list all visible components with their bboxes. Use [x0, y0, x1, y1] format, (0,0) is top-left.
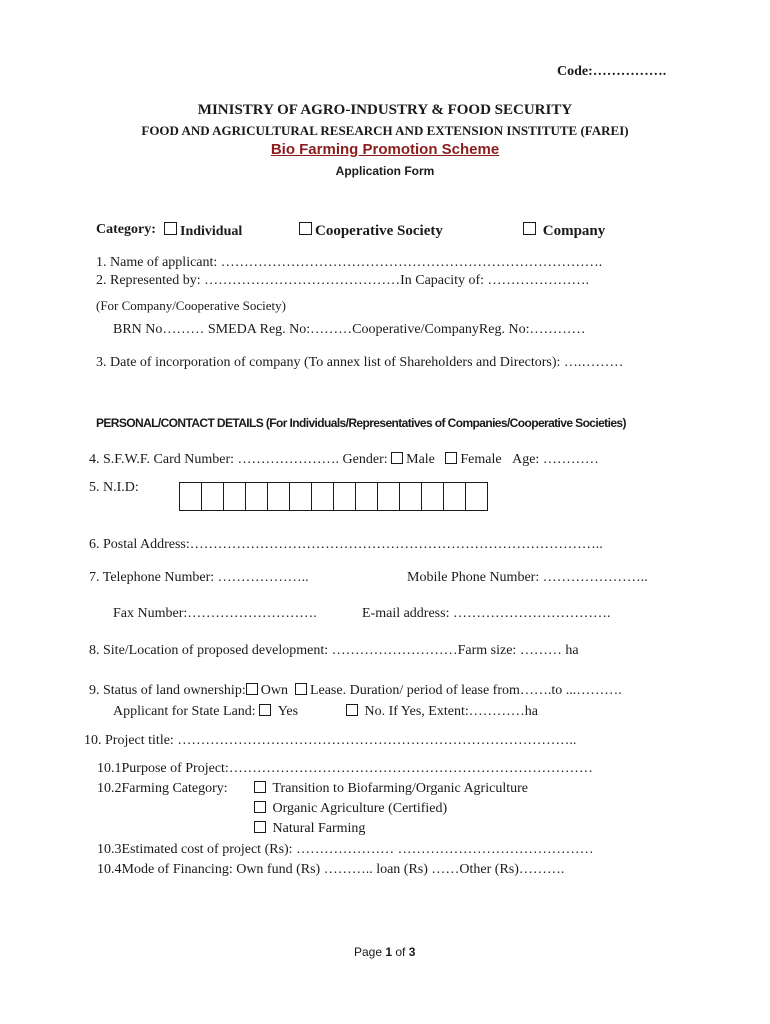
personal-heading: PERSONAL/CONTACT DETAILS (For Individuals/Representatives of Companies/Cooperative Societies)	[96, 416, 626, 430]
project-purpose-field[interactable]: 10.1Purpose of Project:……………………………………………………………………	[97, 761, 593, 776]
email-field[interactable]: E-mail address: …………………………….	[362, 606, 611, 621]
no-extent-row	[346, 704, 538, 720]
individual-label: Individual	[180, 224, 243, 239]
land-ownership-row	[89, 683, 622, 699]
category-cooperative[interactable]	[299, 222, 443, 240]
female-checkbox[interactable]	[445, 452, 457, 464]
institute-title: FOOD AND AGRICULTURAL RESEARCH AND EXTENSION INSTITUTE (FAREI)	[141, 123, 629, 138]
nid-digit-box[interactable]	[289, 482, 312, 511]
own-checkbox[interactable]	[246, 683, 258, 695]
lease-checkbox[interactable]	[295, 683, 307, 695]
ministry-title: MINISTRY OF AGRO-INDUSTRY & FOOD SECURITY	[197, 102, 573, 118]
own-label: Own	[260, 683, 288, 698]
nid-digit-box[interactable]	[201, 482, 224, 511]
no-extent-field[interactable]: No. If Yes, Extent:…………ha	[364, 704, 538, 719]
form-title: Application Form	[335, 164, 435, 178]
card-number-field[interactable]: 4. S.F.W.F. Card Number: …………………. Gender:	[89, 452, 388, 467]
card-gender-row	[89, 452, 599, 468]
male-label: Male	[406, 452, 435, 467]
natural-checkbox[interactable]	[254, 821, 266, 833]
code-field: Code:…………….	[557, 64, 667, 79]
yes-checkbox[interactable]	[259, 704, 271, 716]
telephone-field[interactable]: 7. Telephone Number: ………………..	[89, 570, 309, 585]
state-land-row	[113, 704, 298, 720]
farming-option-natural[interactable]	[254, 821, 365, 837]
farming-option-transition[interactable]	[254, 781, 528, 797]
company-note: (For Company/Cooperative Society)	[96, 298, 286, 313]
project-title-field[interactable]: 10. Project title: …………………………………………………………………………..	[84, 733, 577, 748]
age-field[interactable]: Age: …………	[512, 452, 599, 467]
nid-digit-box[interactable]	[223, 482, 246, 511]
company-label: Company	[542, 223, 606, 239]
cooperative-checkbox[interactable]	[299, 222, 312, 235]
individual-checkbox[interactable]	[164, 222, 177, 235]
scheme-title: Bio Farming Promotion Scheme	[270, 141, 500, 158]
nid-digit-box[interactable]	[399, 482, 422, 511]
lease-field[interactable]: Lease. Duration/ period of lease from…….to ...……….	[309, 683, 622, 698]
financing-mode-field[interactable]: 10.4Mode of Financing: Own fund (Rs) ……….. loan (Rs) ……Other (Rs)……….	[97, 862, 565, 877]
cooperative-label: Cooperative Society	[315, 223, 443, 239]
natural-label: Natural Farming	[272, 821, 366, 836]
category-company[interactable]	[523, 222, 605, 240]
nid-digit-box[interactable]	[421, 482, 444, 511]
nid-digit-box[interactable]	[377, 482, 400, 511]
state-land-label: Applicant for State Land:	[113, 704, 256, 719]
nid-digit-box[interactable]	[465, 482, 488, 511]
male-checkbox[interactable]	[391, 452, 403, 464]
nid-boxes[interactable]	[179, 482, 488, 511]
name-of-applicant-field[interactable]: 1. Name of applicant: ……………………………………………………………………….	[96, 255, 603, 270]
nid-digit-box[interactable]	[443, 482, 466, 511]
category-individual[interactable]	[164, 222, 242, 240]
postal-address-field[interactable]: 6. Postal Address:……………………………………………………………………………..	[89, 537, 603, 552]
organic-label: Organic Agriculture (Certified)	[272, 801, 448, 816]
nid-digit-box[interactable]	[245, 482, 268, 511]
represented-by-field[interactable]: 2. Represented by: ……………………………………In Capacity of: ………………….	[96, 273, 590, 288]
nid-digit-box[interactable]	[333, 482, 356, 511]
category-label: Category:	[96, 222, 156, 237]
company-checkbox[interactable]	[523, 222, 536, 235]
estimated-cost-field[interactable]: 10.3Estimated cost of project (Rs): ………………… ……………………………………	[97, 842, 594, 857]
transition-checkbox[interactable]	[254, 781, 266, 793]
farming-option-organic[interactable]	[254, 801, 447, 817]
fax-field[interactable]: Fax Number:……………………….	[113, 606, 317, 621]
mobile-field[interactable]: Mobile Phone Number: …………………..	[407, 570, 648, 585]
nid-digit-box[interactable]	[179, 482, 202, 511]
farming-category-label: 10.2Farming Category:	[97, 781, 228, 796]
incorporation-date-field[interactable]: 3. Date of incorporation of company (To annex list of Shareholders and Directors): ….………	[96, 355, 624, 370]
page-total: 3	[408, 945, 416, 959]
nid-label: 5. N.I.D:	[89, 480, 139, 495]
brn-field[interactable]: BRN No……… SMEDA Reg. No:………Cooperative/CompanyReg. No:…………	[113, 322, 586, 337]
yes-label: Yes	[277, 704, 299, 719]
female-label: Female	[460, 452, 502, 467]
page-number	[354, 945, 415, 959]
transition-label: Transition to Biofarming/Organic Agriculture	[272, 781, 528, 796]
page-current: 1	[385, 945, 393, 959]
land-ownership-label: 9. Status of land ownership:	[89, 683, 246, 698]
organic-checkbox[interactable]	[254, 801, 266, 813]
page-prefix: Page	[354, 945, 386, 959]
nid-digit-box[interactable]	[311, 482, 334, 511]
nid-digit-box[interactable]	[267, 482, 290, 511]
no-checkbox[interactable]	[346, 704, 358, 716]
nid-digit-box[interactable]	[355, 482, 378, 511]
page-of: of	[392, 945, 409, 959]
site-location-field[interactable]: 8. Site/Location of proposed development: ………………………Farm size: ……… ha	[89, 643, 579, 658]
